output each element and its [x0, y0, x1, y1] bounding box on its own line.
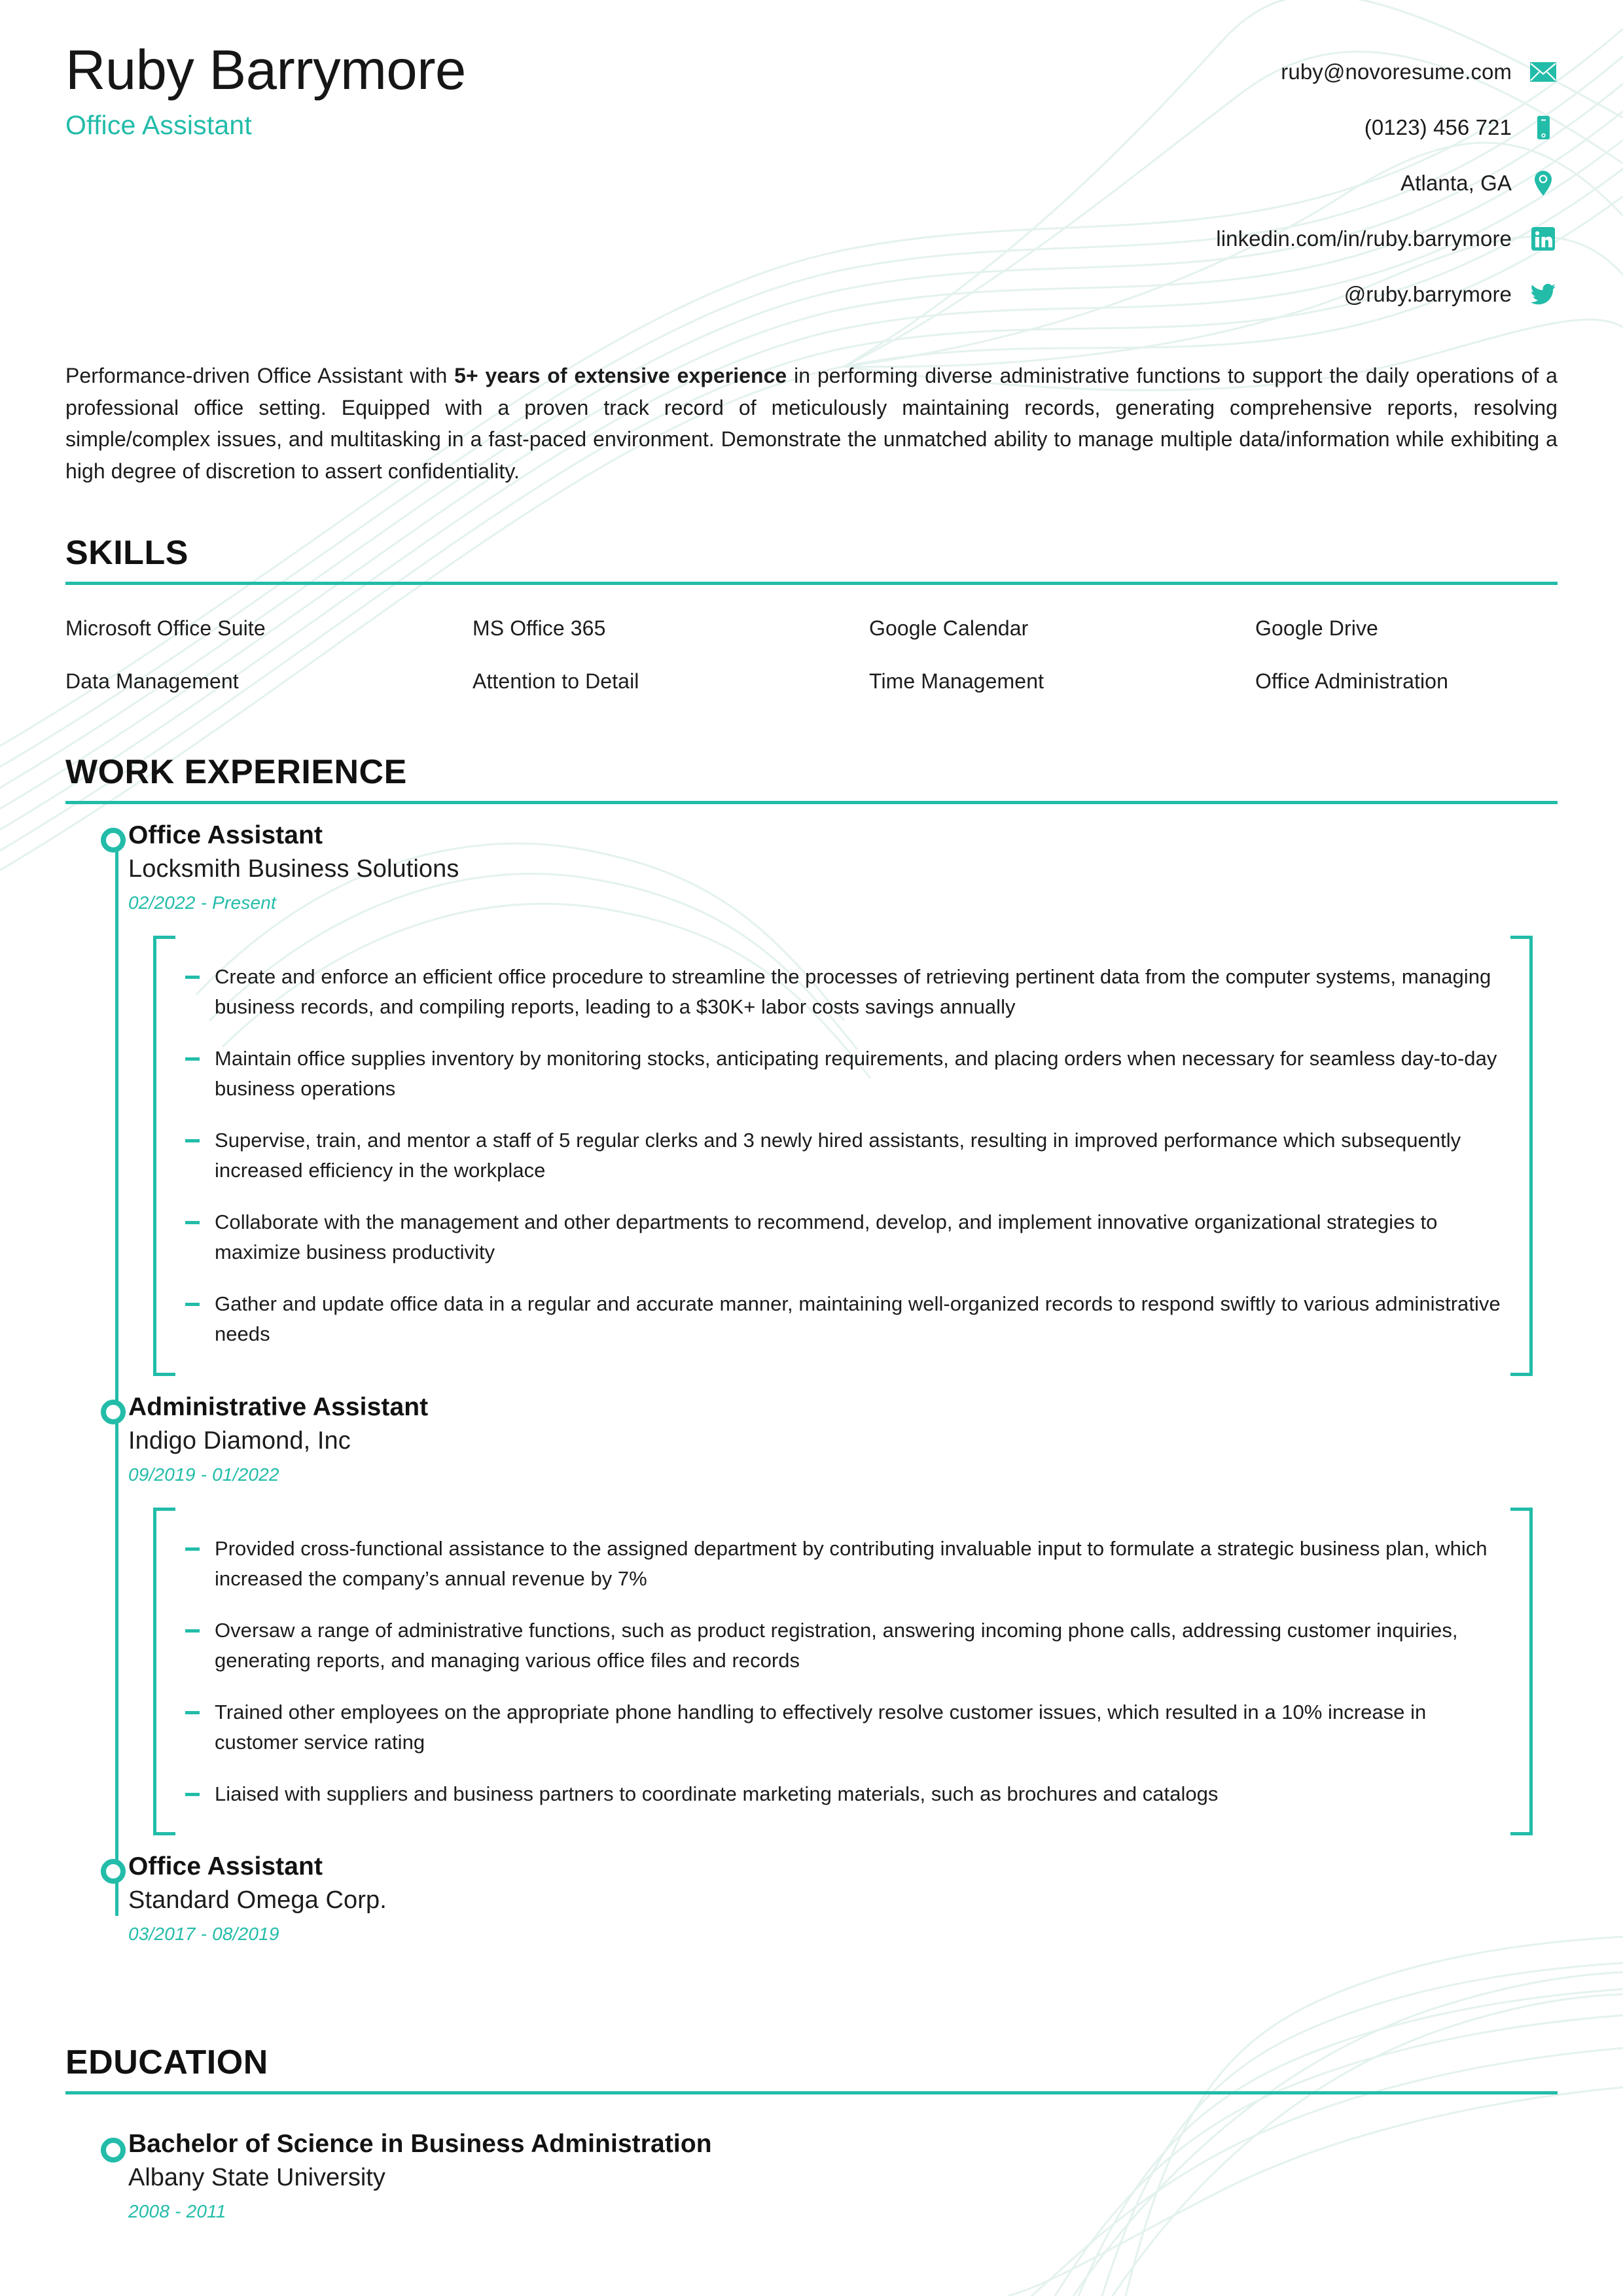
- work-experience-section-title: WORK EXPERIENCE: [65, 752, 407, 791]
- bullet-item: Oversaw a range of administrative functions, such as product registration, answering incoming phone calls, addressing customer inquiries, generating reports, and managing various office files and records: [183, 1616, 1503, 1676]
- job-bullet-list: [183, 962, 1503, 1350]
- contact-item-twitter[interactable]: [1216, 280, 1558, 309]
- skill-item: Time Management: [869, 669, 1044, 693]
- timeline-marker-icon: [101, 1400, 126, 1424]
- job-bullets-block: [153, 1508, 1533, 1836]
- job-dates: 09/2019 - 01/2022: [128, 1464, 279, 1485]
- timeline-marker-icon: [101, 828, 126, 853]
- skill-item: Attention to Detail: [473, 669, 639, 693]
- contact-item-location[interactable]: [1216, 169, 1558, 198]
- work-entry: [128, 1835, 1558, 1945]
- skill-item: Office Administration: [1255, 669, 1448, 693]
- job-title: Office Assistant: [65, 109, 253, 140]
- contact-item-phone[interactable]: [1216, 113, 1558, 142]
- timeline-marker-icon: [101, 2138, 126, 2163]
- education-section: [65, 2043, 1558, 2222]
- bullet-item: Maintain office supplies inventory by monitoring stocks, anticipating requirements, and placing orders when necessary for seamless day-to-day business operations: [183, 1044, 1503, 1104]
- job-company: Standard Omega Corp.: [128, 1886, 387, 1914]
- timeline-rail: [115, 841, 118, 1916]
- bullet-item: Supervise, train, and mentor a staff of 5 regular clerks and 3 newly hired assistants, resulting in improved performance which subsequently increased efficiency in the workplace: [183, 1125, 1503, 1186]
- contact-item-linkedin[interactable]: [1216, 224, 1558, 253]
- bullet-item: Liaised with suppliers and business partners to coordinate marketing materials, such as brochures and catalogs: [183, 1779, 1503, 1810]
- education-dates: 2008 - 2011: [128, 2201, 226, 2221]
- bullet-item: Create and enforce an efficient office procedure to streamline the processes of retrieving pertinent data from the computer systems, managing business records, and compiling reports, leading to a $30K+ labor costs savings annually: [183, 962, 1503, 1023]
- phone-icon: [1529, 113, 1558, 142]
- skill-item: Microsoft Office Suite: [65, 616, 266, 640]
- bullet-item: Trained other employees on the appropriate phone handling to effectively resolve customer issues, which resulted in a 10% increase in customer service rating: [183, 1697, 1503, 1758]
- summary-highlight: 5+ years of extensive experience: [454, 364, 787, 387]
- work-entry: [128, 804, 1558, 1376]
- twitter-icon: [1529, 280, 1558, 309]
- education-degree: Bachelor of Science in Business Administration: [128, 2130, 712, 2158]
- skill-item: Data Management: [65, 669, 239, 693]
- location-value: Atlanta, GA: [1400, 171, 1512, 195]
- envelope-icon: [1529, 58, 1558, 86]
- phone-value: (0123) 456 721: [1364, 115, 1512, 139]
- timeline-marker-icon: [101, 1859, 126, 1884]
- section-divider: [65, 582, 1558, 585]
- job-dates: 02/2022 - Present: [128, 892, 276, 913]
- bullet-item: Provided cross-functional assistance to the assigned department by contributing invaluable input to formulate a strategic business plan, which increased the company’s annual revenue by 7%: [183, 1534, 1503, 1595]
- job-role: Office Assistant: [128, 1852, 323, 1881]
- email-value: ruby@novoresume.com: [1281, 60, 1512, 84]
- work-entry: [128, 1376, 1558, 1836]
- section-divider: [65, 2091, 1558, 2094]
- job-company: Indigo Diamond, Inc: [128, 1426, 351, 1455]
- skill-item: MS Office 365: [473, 616, 606, 640]
- full-name: Ruby Barrymore: [65, 39, 466, 101]
- professional-summary: [65, 360, 1558, 487]
- location-pin-icon: [1529, 169, 1558, 198]
- linkedin-value: linkedin.com/in/ruby.barrymore: [1216, 226, 1512, 251]
- bracket-left-decoration: [153, 936, 187, 1376]
- education-school: Albany State University: [128, 2164, 385, 2191]
- work-timeline: [65, 804, 1558, 1945]
- identity-block: [65, 41, 466, 141]
- job-bullet-list: [183, 1534, 1503, 1810]
- job-dates: 03/2017 - 08/2019: [128, 1924, 279, 1944]
- education-entry: [65, 2130, 1558, 2222]
- bracket-right-decoration: [1499, 1508, 1533, 1836]
- summary-after-bold: in performing diverse administrative functions to support the daily operations of a professional office setting. Equipped with a proven track record of meticulously maintaining records, generating comprehensive reports, resolving simple/complex issues, and multitasking in a fast-paced environment. Demonstrate the unmatched ability to manage multiple data/information while exhibiting a high degree of discretion to assert confidentiality.: [65, 364, 1558, 483]
- resume-header: [65, 0, 1558, 347]
- skills-section: [65, 533, 1558, 707]
- contact-item-email[interactable]: [1216, 58, 1558, 86]
- twitter-value: @ruby.barrymore: [1344, 282, 1512, 306]
- job-bullets-block: [153, 936, 1533, 1376]
- skills-section-title: SKILLS: [65, 533, 188, 572]
- skill-item: Google Drive: [1255, 616, 1378, 640]
- job-role: Office Assistant: [128, 821, 323, 849]
- bullet-item: Collaborate with the management and other departments to recommend, develop, and implement innovative organizational strategies to maximize business productivity: [183, 1207, 1503, 1268]
- bullet-item: Gather and update office data in a regular and accurate manner, maintaining well-organized records to respond swiftly to various administrative needs: [183, 1289, 1503, 1350]
- skills-grid: [65, 616, 1558, 707]
- job-role: Administrative Assistant: [128, 1392, 429, 1421]
- bracket-left-decoration: [153, 1508, 187, 1836]
- education-section-title: EDUCATION: [65, 2043, 268, 2081]
- work-experience-section: [65, 752, 1558, 1945]
- bracket-right-decoration: [1499, 936, 1533, 1376]
- contact-list: [1216, 41, 1558, 309]
- summary-before-bold: Performance-driven Office Assistant with: [65, 364, 455, 387]
- linkedin-icon: [1529, 224, 1558, 253]
- job-company: Locksmith Business Solutions: [128, 855, 459, 883]
- skill-item: Google Calendar: [869, 616, 1029, 640]
